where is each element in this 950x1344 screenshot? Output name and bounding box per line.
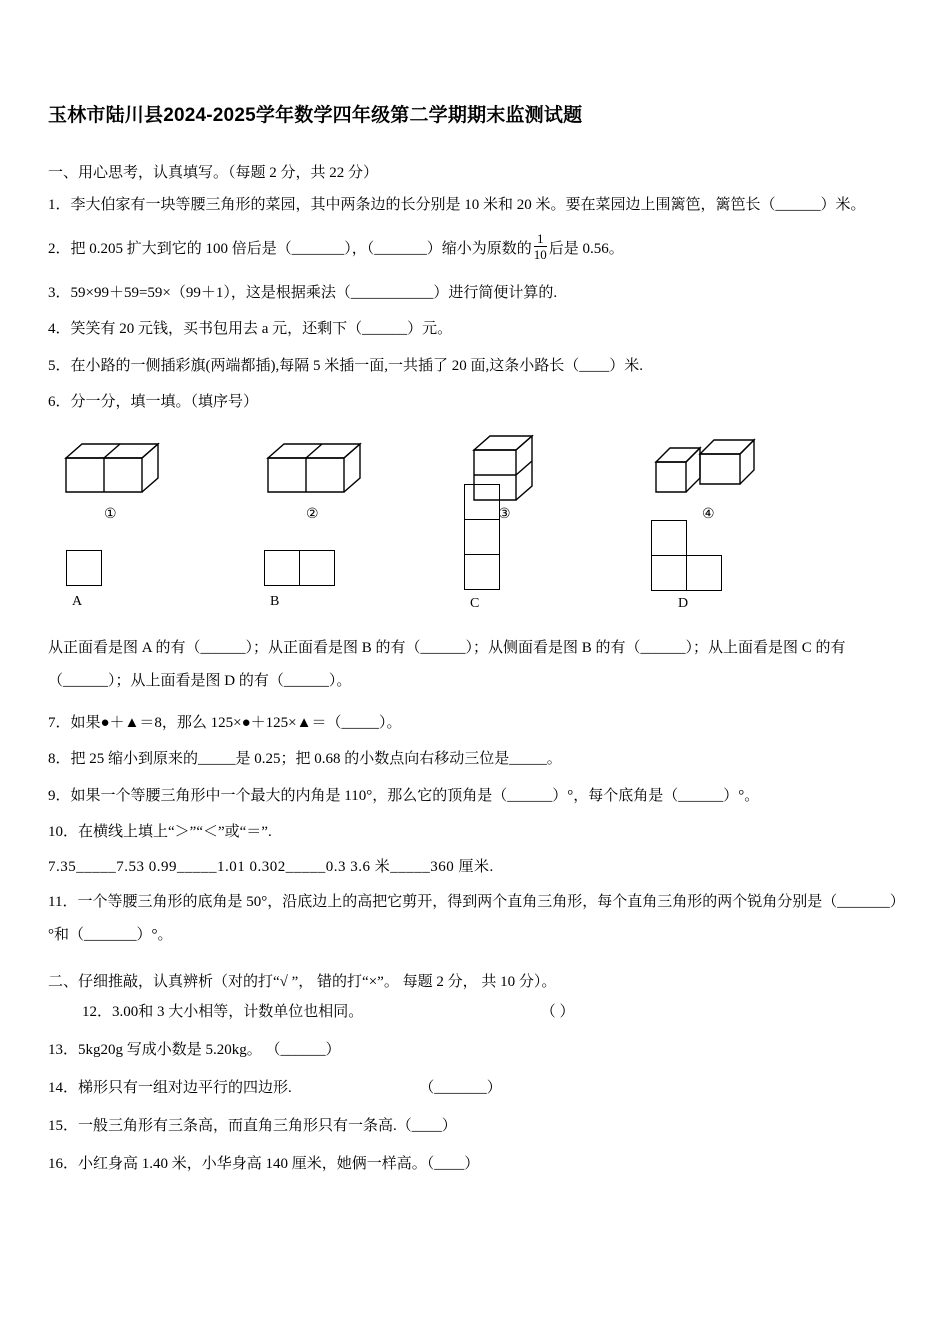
fraction-numerator: 1 [537, 231, 544, 247]
question-10: 10．在横线上填上“＞”“＜”或“＝”. [48, 823, 272, 840]
section-1-heading: 一、用心思考，认真填写。（每题 2 分，共 22 分） [48, 165, 379, 181]
fraction-denominator: 10 [533, 246, 547, 262]
figure-4-label: ④ [702, 507, 715, 523]
question-9: 9．如果一个等腰三角形中一个最大的内角是 110°，那么它的顶角是（______）°，每个底角是（______）°。 [48, 787, 760, 804]
figure-D-shape-bottom-right [686, 555, 722, 591]
figure-4-shape [648, 434, 768, 506]
figure-C-shape-top [464, 484, 500, 520]
question-16: 16．小红身高 1.40 米，小华身高 140 厘米，她俩一样高。（____） [48, 1156, 480, 1173]
question-14 [48, 1073, 902, 1103]
question-8: 8．把 25 缩小到原来的_____是 0.25；把 0.68 的小数点向右移动三位是_____。 [48, 751, 562, 768]
figure-1-shape [56, 434, 166, 504]
figure-3-label: ③ [498, 507, 511, 523]
question-2-part-b: 后是 0.56。 [548, 241, 624, 258]
question-5: 5．在小路的一侧插彩旗(两端都插),每隔 5 米插一面,一共插了 20 面,这条小路长（____）米. [48, 357, 643, 374]
question-10-comparisons: 7.35_____7.53 0.99_____1.01 0.302_____0.3 3.6 米_____360 厘米. [48, 859, 494, 876]
question-6-text: 从正面看是图 A 的有（______）；从正面看是图 B 的有（______）；从侧面看是图 B 的有（______）；从上面看是图 C 的有（______）；从上面看是图 D 的有（______）。 [48, 640, 846, 690]
figure-D-shape-top [651, 520, 687, 556]
figure-B-label: B [270, 594, 280, 610]
figure-1-label: ① [104, 507, 117, 523]
page-title: 玉林市陆川县2024-2025学年数学四年级第二学期期末监测试题 [48, 105, 583, 126]
figure-B-shape-left [264, 550, 300, 586]
question-13: 13．5kg20g 写成小数是 5.20kg。 （______） [48, 1042, 341, 1059]
question-14-answer-box[interactable]: （_______） [419, 1080, 502, 1097]
question-2 [48, 232, 902, 266]
fraction-one-tenth [534, 232, 547, 261]
figure-row [48, 424, 902, 624]
question-12-text: 12．3.00和 3 大小相等，计数单位也相同。 [82, 1004, 364, 1021]
figure-D-shape-bottom-left [651, 555, 687, 591]
section-2-heading: 二、仔细推敲，认真辨析（对的打“√ ”， 错的打“×”。 每题 2 分， 共 10 分）。 [48, 974, 557, 991]
figure-A-label: A [72, 594, 83, 610]
figure-C-label: C [470, 596, 480, 612]
figure-2-shape [258, 434, 368, 504]
figure-D-label: D [678, 596, 689, 612]
question-12-answer-box[interactable]: （ ） [540, 1004, 575, 1021]
figure-C-shape-bottom [464, 554, 500, 590]
question-6: 6．分一分，填一填。（填序号） [48, 393, 259, 410]
figure-C-shape-mid [464, 519, 500, 555]
question-4: 4．笑笑有 20 元钱，买书包用去 a 元，还剩下（______）元。 [48, 321, 453, 338]
question-3: 3．59×99＋59=59×（99＋1），这是根据乘法（___________）进行简便计算的. [48, 285, 558, 302]
question-1: 1．李大伯家有一块等腰三角形的菜园，其中两条边的长分别是 10 米和 20 米。要在菜园边上围篱笆，篱笆长（______）米。 [48, 197, 866, 213]
question-2-part-a: 2．把 0.205 扩大到它的 100 倍后是（_______），（_______）缩小为原数的 [48, 241, 532, 258]
question-14-text: 14．梯形只有一组对边平行的四边形. [48, 1080, 292, 1097]
figure-A-shape [66, 550, 102, 586]
figure-B-shape-right [299, 550, 335, 586]
question-12 [48, 997, 902, 1027]
question-7: 7．如果●＋▲＝8，那么 125×●＋125×▲＝（_____）。 [48, 715, 402, 732]
question-15: 15．一般三角形有三条高，而直角三角形只有一条高.（____） [48, 1118, 457, 1135]
question-11: 11．一个等腰三角形的底角是 50°，沿底边上的高把它剪开，得到两个直角三角形，每个直角三角形的两个锐角分别是（_______）°和（_______）°。 [48, 894, 898, 944]
figure-2-label: ② [306, 507, 319, 523]
